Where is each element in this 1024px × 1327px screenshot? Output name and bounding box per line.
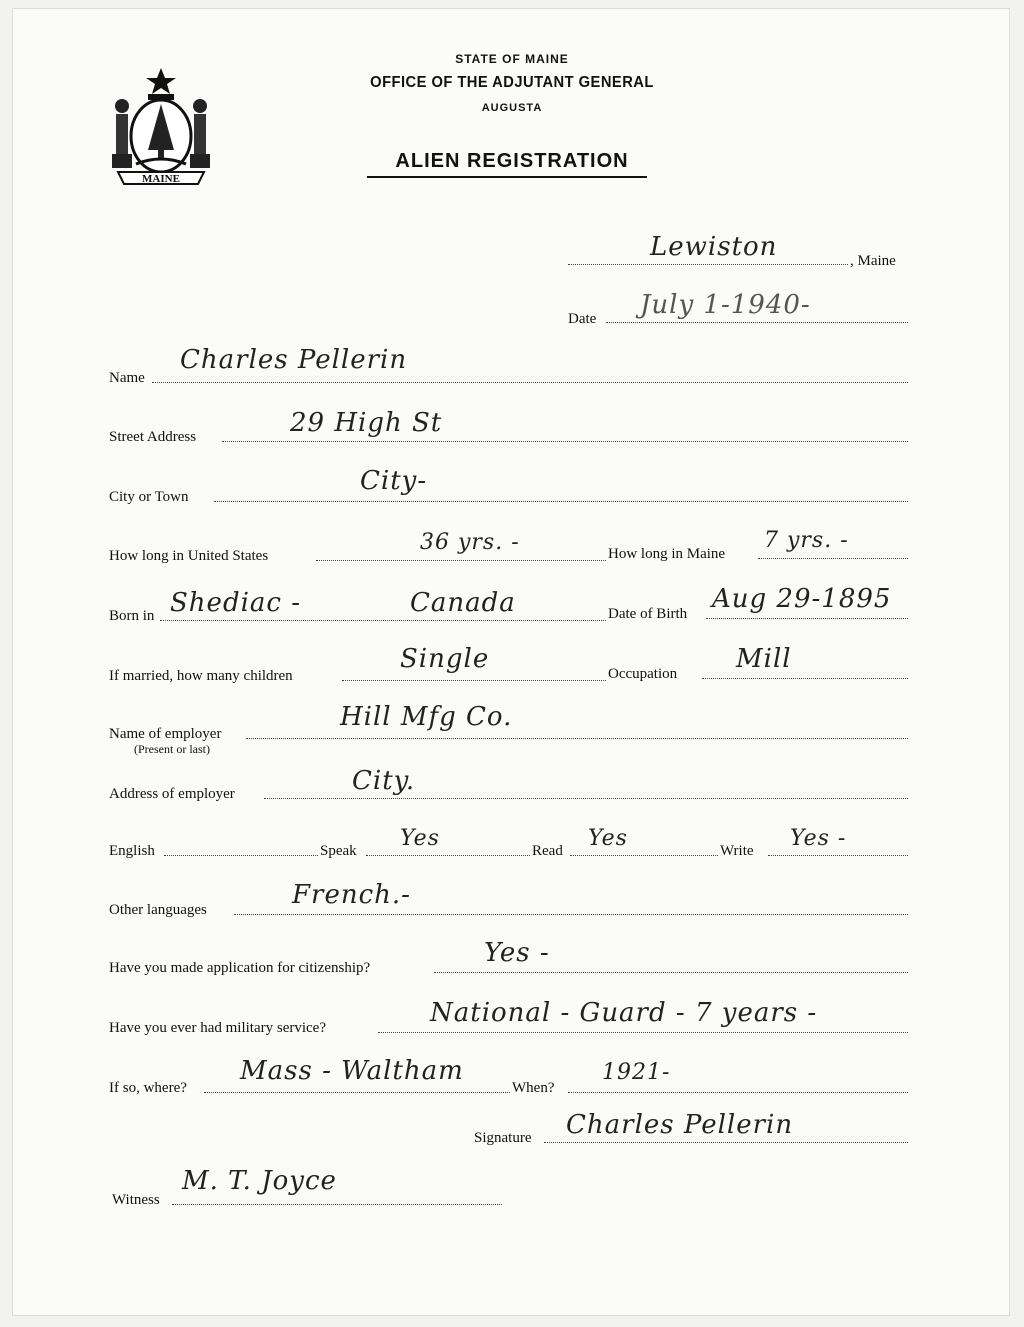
born-town-value[interactable]: Shediac - [170,588,302,618]
occupation-label: Occupation [608,666,678,682]
children-label: If married, how many children [109,668,293,684]
write-value[interactable]: Yes - [790,826,847,851]
where-label: If so, where? [109,1080,187,1096]
other-languages-line [234,914,908,915]
children-line [342,680,606,681]
english-label: English [109,843,155,859]
how-long-maine-line [758,558,908,559]
signature-label: Signature [474,1130,532,1146]
witness-line [172,1204,502,1205]
maine-label: , Maine [850,253,896,269]
when-label: When? [512,1080,555,1096]
born-country-value[interactable]: Canada [410,588,516,618]
town-line [568,264,848,265]
occupation-value[interactable]: Mill [736,644,792,674]
date-of-birth-value[interactable]: Aug 29-1895 [712,584,892,614]
header-city: AUGUSTA [481,102,543,114]
english-line [164,855,318,856]
how-long-us-value[interactable]: 36 yrs. - [420,530,520,555]
employer-value[interactable]: Hill Mfg Co. [340,702,513,732]
born-in-label: Born in [109,608,155,624]
employer-line [246,738,908,739]
citizenship-line [434,972,908,973]
city-or-town-label: City or Town [109,489,189,505]
employer-address-line [264,798,908,799]
title-underline [367,176,647,178]
city-or-town-value[interactable]: City- [360,466,428,496]
how-long-us-label: How long in United States [109,548,269,564]
write-label: Write [720,843,754,859]
read-label: Read [532,843,563,859]
occupation-line [702,678,908,679]
other-languages-label: Other languages [109,902,207,918]
how-long-maine-value[interactable]: 7 yrs. - [764,528,849,553]
when-value[interactable]: 1921- [602,1060,671,1085]
citizenship-value[interactable]: Yes - [484,938,550,968]
where-line [204,1092,510,1093]
town-value[interactable]: Lewiston [650,232,778,262]
where-value[interactable]: Mass - Waltham [240,1056,464,1086]
witness-value[interactable]: M. T. Joyce [182,1166,337,1196]
seal-banner-text: MAINE [142,173,180,185]
write-line [768,855,908,856]
how-long-maine-label: How long in Maine [608,546,726,562]
form-page [12,8,1010,1316]
name-line [152,382,908,383]
name-value[interactable]: Charles Pellerin [180,345,408,375]
citizenship-label: Have you made application for citizenship? [109,960,371,976]
employer-label: Name of employer [109,726,222,742]
date-of-birth-line [706,618,908,619]
children-value[interactable]: Single [400,644,490,674]
date-line [606,322,908,323]
date-value[interactable]: July 1-1940- [640,290,811,320]
employer-sublabel: (Present or last) [134,742,210,756]
street-address-line [222,441,908,442]
read-value[interactable]: Yes [588,826,628,851]
header-office: OFFICE OF THE ADJUTANT GENERAL [370,74,654,91]
city-or-town-line [214,501,908,502]
date-of-birth-label: Date of Birth [608,606,688,622]
maine-seal-icon [108,66,214,186]
read-line [570,855,718,856]
employer-address-label: Address of employer [109,786,235,802]
date-label: Date [568,311,597,327]
military-line [378,1032,908,1033]
military-value[interactable]: National - Guard - 7 years - [430,998,818,1028]
name-label: Name [109,370,145,386]
street-address-value[interactable]: 29 High St [290,408,443,438]
born-in-line [160,620,606,621]
witness-label: Witness [112,1192,160,1208]
street-address-label: Street Address [109,429,197,445]
when-line [568,1092,908,1093]
speak-value[interactable]: Yes [400,826,440,851]
header-state: STATE OF MAINE [455,52,569,66]
other-languages-value[interactable]: French.- [292,880,411,910]
military-label: Have you ever had military service? [109,1020,326,1036]
speak-line [366,855,530,856]
signature-value[interactable]: Charles Pellerin [566,1110,794,1140]
form-title: ALIEN REGISTRATION [395,150,629,172]
page-border [12,8,1010,1316]
signature-line [544,1142,908,1143]
speak-label: Speak [320,843,357,859]
employer-address-value[interactable]: City. [352,766,416,796]
how-long-us-line [316,560,606,561]
